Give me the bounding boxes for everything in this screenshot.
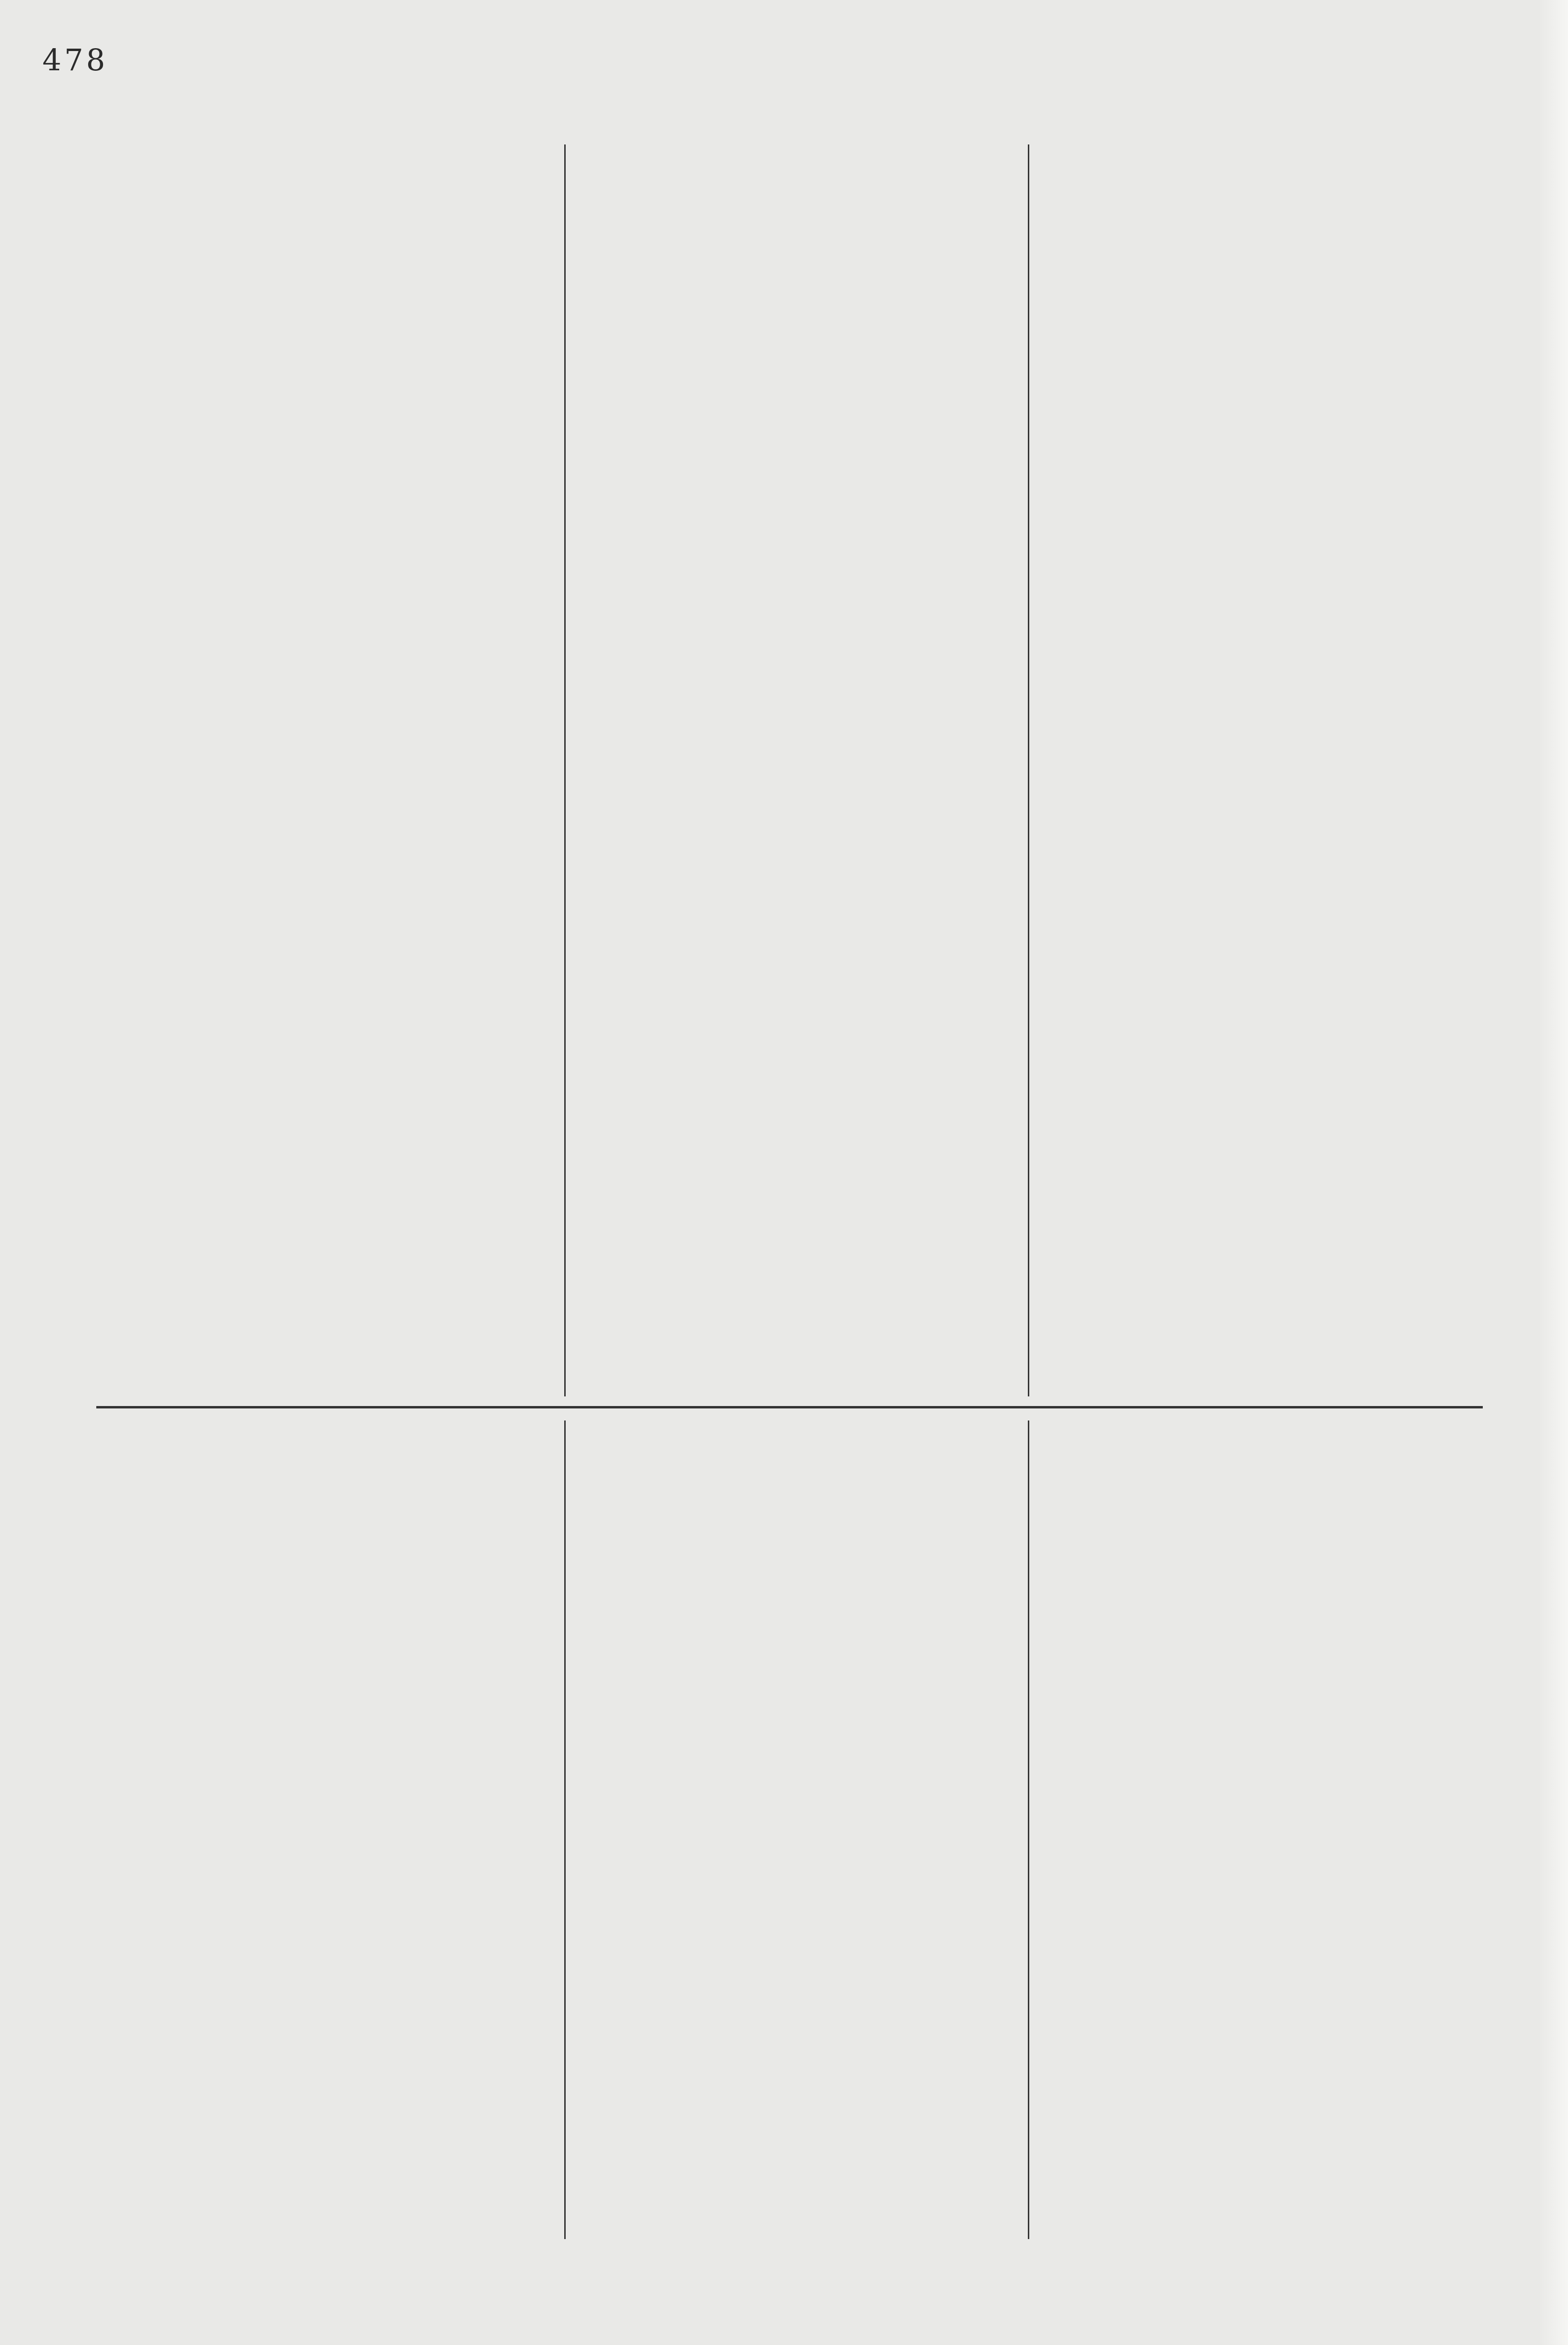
page-number: 478	[42, 42, 108, 78]
upper-column-rule-right	[1028, 144, 1029, 1396]
lower-middle-column	[575, 1425, 1018, 2239]
upper-left-column	[106, 149, 554, 1396]
upper-middle-column	[575, 149, 1018, 1396]
scan-edge	[1539, 0, 1568, 2345]
upper-column-rule-left	[564, 144, 566, 1396]
lower-right-column	[1040, 1878, 1488, 2239]
lower-column-rule-right	[1028, 1420, 1029, 2239]
lower-left-column	[106, 1425, 554, 2239]
lower-column-rule-left	[564, 1420, 566, 2239]
